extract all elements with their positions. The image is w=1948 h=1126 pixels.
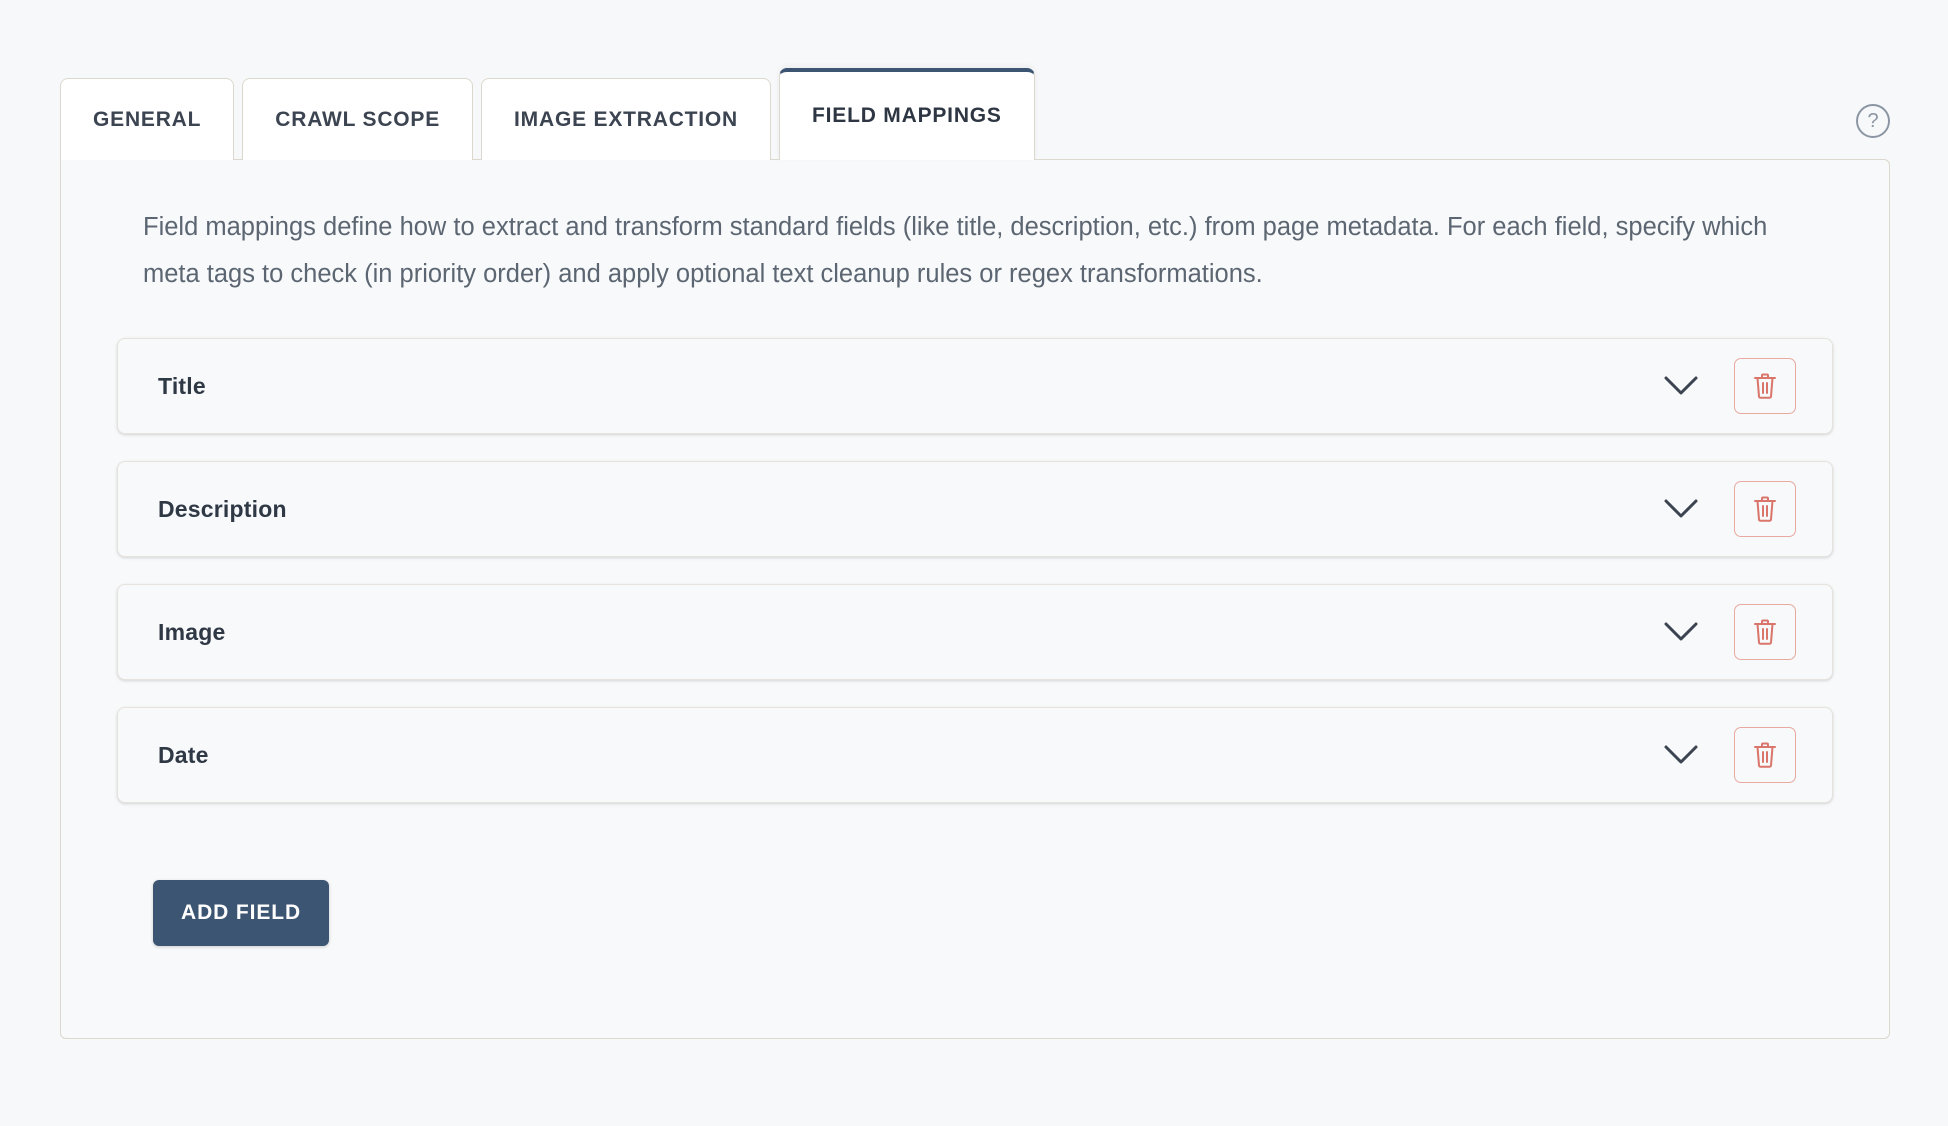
field-row-description[interactable] bbox=[117, 461, 1833, 557]
delete-field-button[interactable] bbox=[1734, 481, 1796, 537]
chevron-down-icon[interactable] bbox=[1662, 736, 1700, 774]
tab-crawl-scope[interactable] bbox=[242, 78, 473, 160]
help-icon[interactable] bbox=[1856, 104, 1890, 138]
tab-image-extraction-label: IMAGE EXTRACTION bbox=[514, 107, 739, 131]
tab-bar bbox=[60, 68, 1890, 160]
tab-field-mappings[interactable] bbox=[779, 68, 1035, 160]
field-label: Description bbox=[158, 495, 287, 522]
tab-field-mappings-label: FIELD MAPPINGS bbox=[812, 104, 1002, 127]
tab-general-label: GENERAL bbox=[93, 107, 202, 131]
field-row-actions bbox=[1662, 358, 1796, 414]
tab-image-extraction[interactable] bbox=[481, 78, 771, 160]
add-field-button[interactable]: ADD FIELD bbox=[153, 880, 329, 946]
field-label: Image bbox=[158, 618, 226, 645]
field-mappings-panel bbox=[60, 159, 1890, 1039]
field-row-actions bbox=[1662, 481, 1796, 537]
help-icon-glyph: ? bbox=[1867, 109, 1879, 132]
field-row-actions bbox=[1662, 727, 1796, 783]
field-row-title[interactable] bbox=[117, 338, 1833, 434]
delete-field-button[interactable] bbox=[1734, 604, 1796, 660]
chevron-down-icon[interactable] bbox=[1662, 613, 1700, 651]
settings-panel-wrapper bbox=[60, 68, 1890, 1039]
field-label: Title bbox=[158, 372, 206, 399]
delete-field-button[interactable] bbox=[1734, 358, 1796, 414]
field-row-actions bbox=[1662, 604, 1796, 660]
field-mapping-list bbox=[117, 338, 1833, 803]
field-row-date[interactable] bbox=[117, 707, 1833, 803]
field-label: Date bbox=[158, 741, 209, 768]
tab-general[interactable] bbox=[60, 78, 234, 160]
field-row-image[interactable] bbox=[117, 584, 1833, 680]
chevron-down-icon[interactable] bbox=[1662, 367, 1700, 405]
chevron-down-icon[interactable] bbox=[1662, 490, 1700, 528]
tab-crawl-scope-label: CRAWL SCOPE bbox=[275, 107, 441, 131]
delete-field-button[interactable] bbox=[1734, 727, 1796, 783]
panel-description: Field mappings define how to extract and transform standard fields (like title, description, etc.) from page metadata. For each field, specify which meta tags to check (in priority order) and apply optional text cleanup rules or regex transformations. bbox=[143, 213, 1768, 288]
